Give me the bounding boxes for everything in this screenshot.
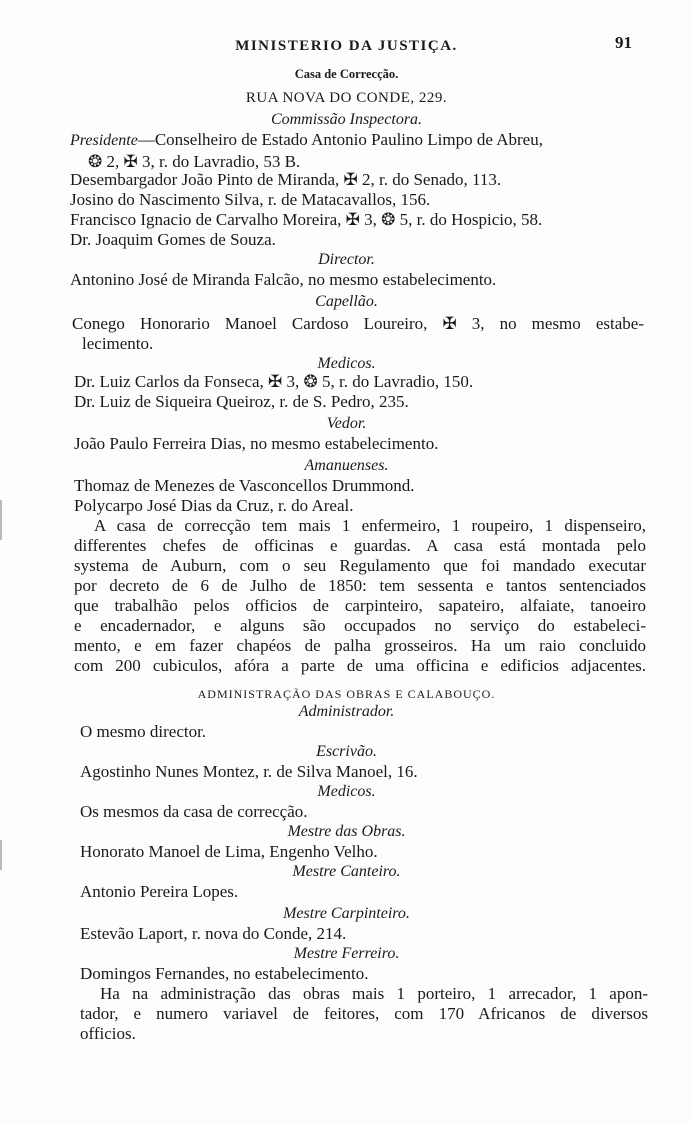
paragraph-line: com 200 cubiculos, afóra a parte de uma officina e edificios adjacentes. (74, 656, 646, 675)
paragraph-line: A casa de correcção tem mais 1 enfermeiro, 1 roupeiro, 1 dispenseiro, (94, 516, 646, 535)
entry-line: Domingos Fernandes, no estabelecimento. (80, 964, 369, 983)
paragraph-line: e encadernador, e alguns são occupados no serviço do estabeleci- (74, 616, 646, 635)
page-edge-mark (0, 500, 2, 540)
subheading: Capellão. (315, 293, 378, 310)
entry-line: Conego Honorario Manoel Cardoso Loureiro, ✠ 3, no mesmo estabe- (72, 314, 644, 333)
subheading: Mestre Canteiro. (292, 863, 401, 880)
entry-line: Dr. Joaquim Gomes de Souza. (70, 230, 276, 249)
entry-line: João Paulo Ferreira Dias, no mesmo estabelecimento. (74, 434, 439, 453)
entry-line: Antonino José de Miranda Falcão, no mesmo estabelecimento. (70, 270, 497, 289)
entry-line: Agostinho Nunes Montez, r. de Silva Manoel, 16. (80, 762, 418, 781)
subheading: Vedor. (326, 415, 367, 432)
subheading: Medicos. (317, 355, 376, 372)
entry-text: —Conselheiro de Estado Antonio Paulino Limpo de Abreu, (137, 130, 543, 149)
paragraph-line: Ha na administração das obras mais 1 porteiro, 1 arrecador, 1 apon- (100, 984, 648, 1003)
entry-line: Dr. Luiz Carlos da Fonseca, ✠ 3, ❂ 5, r. do Lavradio, 150. (74, 372, 474, 391)
paragraph-line: officios. (80, 1024, 136, 1043)
section-title: Casa de Correcção. (294, 67, 399, 81)
entry-line: Estevão Laport, r. nova do Conde, 214. (80, 924, 347, 943)
subheading: Medicos. (317, 783, 376, 800)
subheading: Director. (318, 251, 375, 268)
page-number: 91 (615, 33, 632, 52)
entry-line: O mesmo director. (80, 722, 207, 741)
paragraph-line: por decreto de 6 de Julho de 1850: tem sessenta e tantos sentenciados (74, 576, 646, 595)
subheading: Escrivão. (316, 743, 377, 760)
entry-line: lecimento. (82, 334, 154, 353)
subheading: Mestre Carpinteiro. (283, 905, 410, 922)
entry-line: ❂ 2, ✠ 3, r. do Lavradio, 53 B. (88, 152, 301, 171)
entry-line: Josino do Nascimento Silva, r. de Matacavallos, 156. (70, 190, 431, 209)
entry-line: Desembargador João Pinto de Miranda, ✠ 2, r. do Senado, 113. (70, 170, 502, 189)
paragraph-line: differentes chefes de officinas e guardas. A casa está montada pelo (74, 536, 646, 555)
subheading: Amanuenses. (304, 457, 389, 474)
entry-line (70, 130, 644, 151)
paragraph-line: que trabalhão pelos officios de carpinteiro, sapateiro, alfaiate, tanoeiro (74, 596, 646, 615)
paragraph-line: mento, e em fazer chapéos de palha grosseiros. Ha um raio concluido (74, 636, 646, 655)
entry-line: Francisco Ignacio de Carvalho Moreira, ✠ 3, ❂ 5, r. do Hospicio, 58. (70, 210, 543, 229)
entry-line: Thomaz de Menezes de Vasconcellos Drummond. (74, 476, 415, 495)
paragraph-line: tador, e numero variavel de feitores, com 170 Africanos de diversos (80, 1004, 648, 1023)
entry-line: Honorato Manoel de Lima, Engenho Velho. (80, 842, 378, 861)
address-heading: RUA NOVA DO CONDE, 229. (245, 90, 448, 106)
entry-line: Dr. Luiz de Siqueira Queiroz, r. de S. Pedro, 235. (74, 392, 409, 411)
entry-line: Os mesmos da casa de correcção. (80, 802, 308, 821)
section-title: ADMINISTRAÇÃO DAS OBRAS E CALABOUÇO. (197, 687, 496, 701)
subheading: Commissão Inspectora. (270, 111, 423, 128)
subheading: Administrador. (298, 703, 395, 720)
running-header: MINISTERIO DA JUSTIÇA. (235, 38, 458, 54)
subheading: Mestre Ferreiro. (293, 945, 400, 962)
entry-line: Antonio Pereira Lopes. (80, 882, 239, 901)
entry-line: Polycarpo José Dias da Cruz, r. do Areal. (74, 496, 354, 515)
paragraph-line: systema de Auburn, com o seu Regulamento que foi mandado executar (74, 556, 646, 575)
entry-label: Presidente (70, 132, 138, 149)
subheading: Mestre das Obras. (287, 823, 406, 840)
